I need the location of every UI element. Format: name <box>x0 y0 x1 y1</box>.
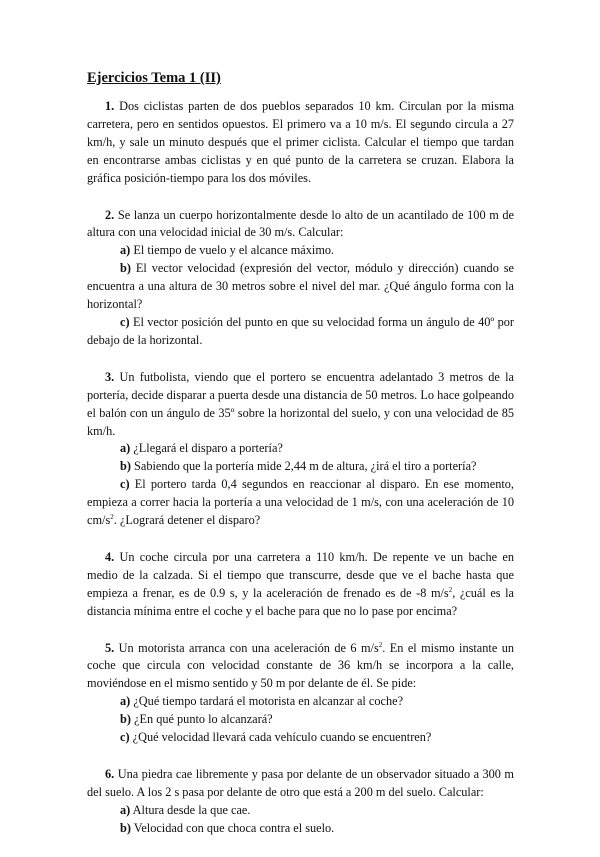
exercise-number: 3. <box>105 369 115 384</box>
exercise-statement <box>87 640 514 694</box>
exercise-part-a <box>87 440 514 458</box>
exercise-part-b <box>87 458 514 476</box>
exercise-text: Dos ciclistas parten de dos pueblos separados 10 km. Circulan por la misma carretera, pero en sentidos opuestos. El primero va a 10 m/s. El segundo circula a 27 km/h, y sale un minuto después que el primer ciclista. Calcular el tiempo que tardan en encontrarse ambas ciclistas y en qué punto de la carretera se cruzan. Elabora la gráfica posición-tiempo para los dos móviles. <box>87 99 514 185</box>
exercise-text: Un coche circula por una carretera a 110 km/h. De repente ve un bache en medio de la calzada. Si el tiempo que transcurre, desde que ve el bache hasta que empieza a frenar, es de 0.9 s, y la aceleración de frenado es de -8 m/s <box>87 549 514 600</box>
exercise-2 <box>87 207 514 350</box>
superscript: 2 <box>378 640 383 649</box>
exercise-part-a <box>87 693 514 711</box>
exercise-statement <box>87 549 514 621</box>
part-text: ¿Qué tiempo tardará el motorista en alcanzar al coche? <box>133 694 404 709</box>
exercise-text: Un futbolista, viendo que el portero se encuentra adelantado 3 metros de la portería, decide disparar a puerta desde una distancia de 50 metros. Lo hace golpeando el balón con un ángulo de 35º sobre la horizontal del suelo, y con una velocidad de 85 km/h. <box>87 369 514 438</box>
part-text: Sabiendo que la portería mide 2,44 m de altura, ¿irá el tiro a portería? <box>134 459 477 474</box>
exercise-statement <box>87 766 514 802</box>
part-text: El vector velocidad (expresión del vector, módulo y dirección) cuando se encuentra a una altura de 30 metros sobre el nivel del mar. ¿Qué ángulo forma con la horizontal? <box>87 261 514 312</box>
exercise-part-b <box>87 711 514 729</box>
part-text: Altura desde la que cae. <box>132 802 251 817</box>
exercise-part-c <box>87 476 514 530</box>
exercise-part-c <box>87 314 514 350</box>
exercise-number: 6. <box>105 767 115 781</box>
part-label: a) <box>120 802 131 817</box>
exercise-statement <box>87 369 514 441</box>
exercise-text: Un motorista arranca con una aceleración de 6 m/s <box>118 640 379 655</box>
exercise-4 <box>87 549 514 621</box>
part-text: Velocidad con que choca contra el suelo. <box>133 820 335 835</box>
exercise-number: 4. <box>105 549 115 564</box>
page-title: Ejercicios Tema 1 (II) <box>87 70 221 86</box>
part-text: El tiempo de vuelo y el alcance máximo. <box>133 243 335 258</box>
part-label: b) <box>120 459 131 474</box>
part-text: El vector posición del punto en que su velocidad forma un ángulo de 40º por debajo de la horizontal. <box>87 314 514 347</box>
part-label: a) <box>120 441 131 456</box>
exercise-3 <box>87 369 514 530</box>
exercise-statement <box>87 98 514 188</box>
exercise-part-b <box>87 820 514 838</box>
part-text-after: . ¿Logrará detener el disparo? <box>113 513 261 528</box>
part-label: b) <box>120 712 131 727</box>
exercise-text: Se lanza un cuerpo horizontalmente desde lo alto de un acantilado de 100 m de altura con una velocidad inicial de 30 m/s. Calcular: <box>87 207 514 240</box>
part-label: b) <box>120 261 131 276</box>
part-text: El portero tarda 0,4 segundos en reaccionar al disparo. En ese momento, empieza a correr hacia la portería a una velocidad de 1 m/s, con una aceleración de 10 cm/s <box>87 477 514 528</box>
exercise-6 <box>87 766 514 838</box>
part-label: c) <box>120 477 130 492</box>
exercise-text-after: . En el mismo instante un coche que circula con velocidad constante de 36 km/h se incorpora a la calle, moviéndose en el mismo sentido y 50 m por delante de él. Se pide: <box>87 640 514 691</box>
exercise-statement <box>87 207 514 243</box>
exercise-1 <box>87 98 514 188</box>
exercise-text-after: , ¿cuál es la distancia mínima entre el coche y el bache para que no lo pase por encima? <box>87 585 515 618</box>
part-text: ¿Llegará el disparo a portería? <box>133 441 283 456</box>
part-label: a) <box>120 694 131 709</box>
superscript: 2 <box>110 512 114 521</box>
part-label: c) <box>120 314 130 329</box>
exercise-part-a <box>87 802 514 820</box>
part-label: a) <box>120 243 131 258</box>
superscript: 2 <box>448 585 453 594</box>
part-text: ¿Qué velocidad llevará cada vehículo cuando se encuentren? <box>132 730 432 745</box>
exercise-5 <box>87 640 514 747</box>
part-text: ¿En qué punto lo alcanzará? <box>134 712 273 727</box>
part-label: b) <box>120 820 131 835</box>
exercise-number: 5. <box>105 640 115 655</box>
exercise-list <box>87 98 514 857</box>
part-label: c) <box>120 730 130 745</box>
exercise-number: 2. <box>105 207 115 222</box>
exercise-part-b <box>87 260 514 314</box>
exercise-part-c <box>87 729 514 747</box>
exercise-text: Una piedra cae libremente y pasa por delante de un observador situado a 300 m del suelo. A los 2 s pasa por delante de otro que está a 200 m del suelo. Calcular: <box>87 767 515 799</box>
exercise-number: 1. <box>105 99 115 113</box>
exercise-part-a <box>87 242 514 260</box>
